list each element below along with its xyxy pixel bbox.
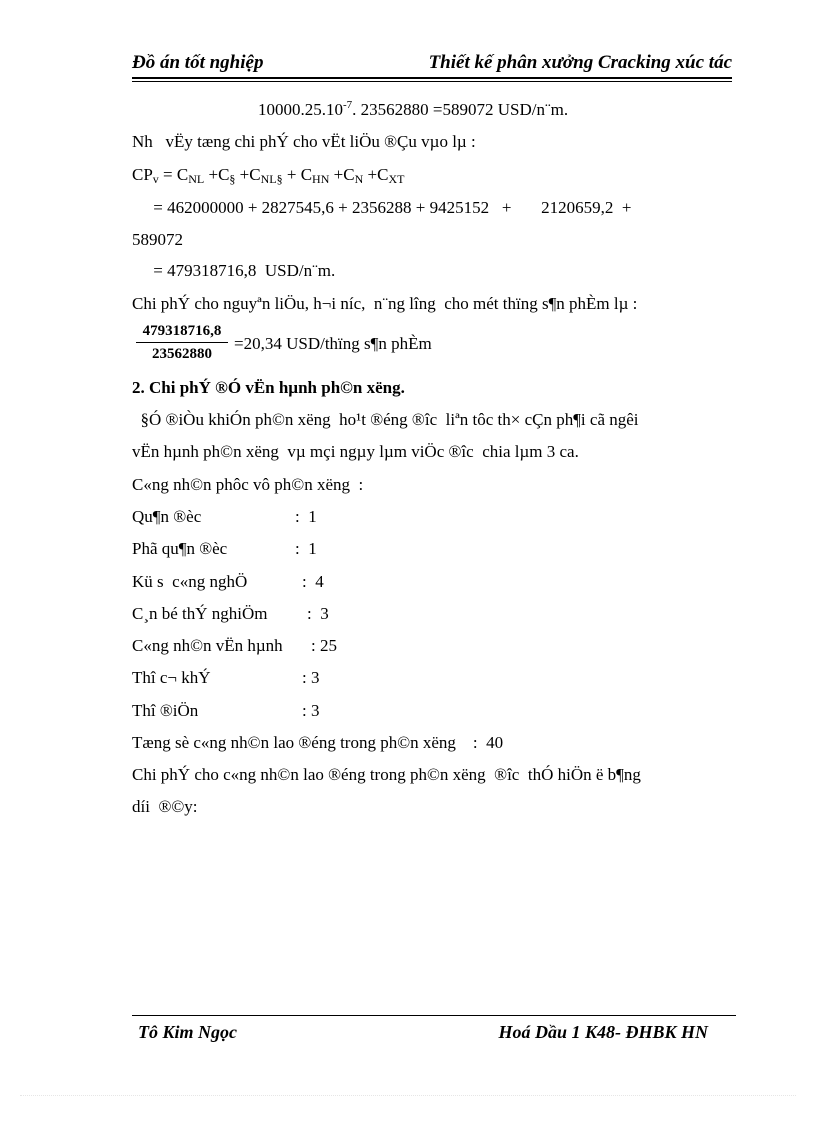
page-bottom-dotted-border [20, 1095, 796, 1096]
footer-author: Tô Kim Ngọc [138, 1022, 237, 1042]
paragraph-line-2: vËn hµnh ph©n xëng vµ mçi ngµy lµm viÖc ®îc chia lµm 3 ca. [132, 442, 579, 461]
staff-row: Kü s c«ng nghÖ : 4 [132, 572, 324, 591]
intro-total-text: Nh vËy tæng chi phÝ cho vËt liÖu ®Çu vµo lµ : [132, 132, 476, 151]
sum-line-1: = 462000000 + 2827545,6 + 2356288 + 9425152 + 2120659,2 + [132, 198, 632, 217]
staff-row: Qu¶n ®èc : 1 [132, 507, 317, 526]
staff-row: C«ng nh©n vËn hµnh : 25 [132, 636, 337, 655]
sum-result: = 479318716,8 USD/n¨m. [132, 261, 336, 280]
calc-line: $10000.25.10^{-7}$. 23562880 =589072 USD/n¨m. [258, 99, 569, 119]
sum-line-2: 589072 [132, 230, 183, 249]
cp-formula: $CP_v = C_{NL} +C_\S +C_{NL\S} + C_{HN} +C_N +C_{XT}$ [132, 165, 405, 186]
staff-row: C¸n bé thÝ nghiÖm : 3 [132, 604, 329, 623]
fraction-numerator: 479318716,8 [136, 323, 228, 343]
labor-cost-line-2: díi ®©y: [132, 797, 198, 816]
staff-row: Phã qu¶n ®èc : 1 [132, 539, 317, 558]
fraction-denominator: 23562880 [152, 346, 212, 362]
header-rule-thin [132, 81, 732, 82]
header-title-right: Thiết kế phân xưởng Cracking xúc tác [428, 52, 732, 73]
section-2-title: 2. Chi phÝ ®Ó vËn hµnh ph©n xëng. [132, 378, 405, 397]
footer-rule [132, 1015, 736, 1016]
fraction [136, 323, 228, 363]
labor-cost-line-1: Chi phÝ cho c«ng nh©n lao ®éng trong ph©n xëng ®îc thÓ hiÖn ë b¶ng [132, 765, 641, 784]
fraction-result: =20,34 USD/thïng s¶n phÈm [234, 334, 432, 353]
staff-row: Thî ®iÖn : 3 [132, 701, 320, 720]
cost-per-barrel-text: Chi phÝ cho nguyªn liÖu, h¬i níc, n¨ng lîng cho mét thïng s¶n phÈm lµ : [132, 294, 638, 313]
workers-intro: C«ng nh©n phôc vô ph©n xëng : [132, 475, 364, 494]
header-title-left: Đồ án tốt nghiệp [132, 52, 264, 73]
staff-row: Thî c¬ khÝ : 3 [132, 668, 320, 687]
total-workers: Tæng sè c«ng nh©n lao ®éng trong ph©n xëng : 40 [132, 733, 504, 752]
paragraph-line-1: §Ó ®iÒu khiÓn ph©n xëng ho¹t ®éng ®îc liªn tôc th× cÇn ph¶i cã ngêi [132, 410, 639, 429]
header-rule [132, 77, 732, 79]
footer-class: Hoá Dầu 1 K48- ĐHBK HN [498, 1022, 708, 1042]
